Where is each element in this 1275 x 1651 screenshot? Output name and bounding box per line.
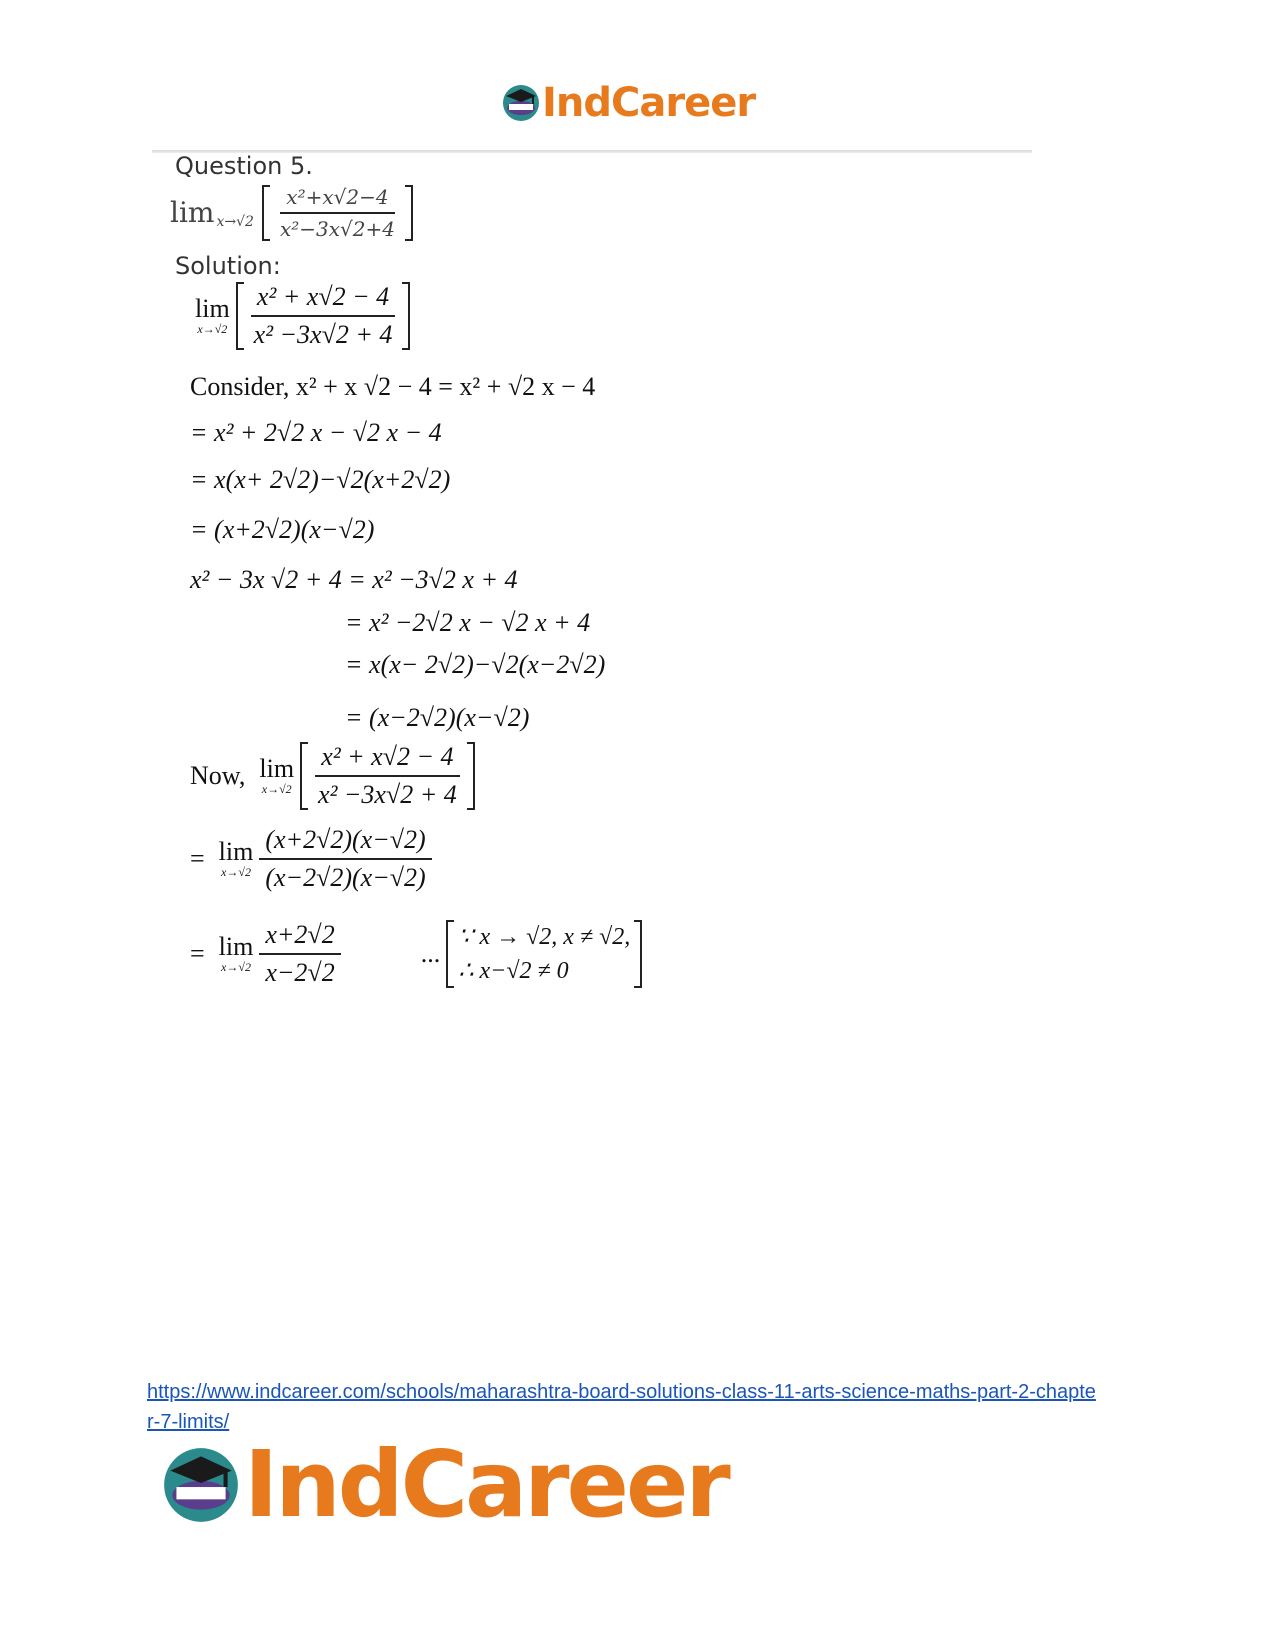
condition-note (421, 920, 643, 988)
denominator: (x−2√2)(x−√2) (265, 863, 426, 892)
limit-operator: lim x→√2 (218, 837, 254, 879)
bracket-group (446, 920, 642, 988)
logo-wordmark: IndCareer (542, 80, 756, 126)
equals-sign: = (190, 939, 205, 968)
graduation-cap-globe-icon (158, 1442, 244, 1528)
header-logo (500, 78, 755, 128)
solution-limit-expression (195, 282, 410, 350)
numerator: x² + x√2 − 4 (251, 282, 395, 317)
step-line: = (x−2√2)(x−√2) (345, 703, 530, 732)
fraction (248, 282, 399, 350)
step-line: = x(x+ 2√2)−√2(x+2√2) (190, 465, 451, 494)
numerator: x² + x√2 − 4 (315, 742, 459, 777)
limit-operator: lim x→√2 (259, 754, 295, 796)
fraction (274, 185, 401, 241)
now-expression (190, 742, 475, 810)
denominator: x² −3x√2 + 4 (318, 780, 457, 809)
bracket-group (236, 282, 411, 350)
logo-wordmark: IndCareer (244, 1431, 728, 1538)
note-line: ∴ x−√2 ≠ 0 (458, 958, 569, 984)
limit-operator: lim (170, 196, 215, 229)
ellipsis: ... (420, 939, 441, 968)
fraction (259, 920, 340, 988)
step-line: = x² + 2√2 x − √2 x − 4 (190, 418, 442, 447)
limit-step-2 (190, 920, 642, 988)
denominator: x−2√2 (265, 958, 335, 987)
denominator: x² −3x√2 + 4 (253, 320, 393, 349)
question-expression (170, 185, 413, 241)
bracket-group (262, 185, 413, 241)
graduation-cap-globe-icon (500, 82, 542, 124)
fraction (312, 742, 463, 810)
fraction (259, 825, 431, 893)
equals-sign: = (190, 844, 205, 873)
step-line: x² − 3x √2 + 4 = x² −3√2 x + 4 (190, 565, 518, 594)
now-label: Now, (190, 761, 246, 790)
question-title: Question 5. (175, 152, 313, 180)
step-line: = x(x− 2√2)−√2(x−2√2) (345, 650, 606, 679)
step-line: Consider, x² + x √2 − 4 = x² + √2 x − 4 (190, 372, 596, 401)
limit-operator: lim x→√2 (218, 932, 254, 974)
numerator: (x+2√2)(x−√2) (259, 825, 431, 860)
source-link[interactable]: https://www.indcareer.com/schools/maharashtra-board-solutions-class-11-arts-science-maths-part-2-chapter-7-limits/ (147, 1381, 1096, 1433)
limit-step-1 (190, 825, 432, 893)
step-line: = x² −2√2 x − √2 x + 4 (345, 608, 591, 637)
footer-logo (158, 1430, 728, 1540)
denominator: x²−3x√2+4 (279, 217, 395, 241)
limit-subscript: x→√2 (216, 214, 254, 230)
numerator: x²+x√2−4 (280, 185, 394, 214)
step-line: = (x+2√2)(x−√2) (190, 515, 375, 544)
solution-title: Solution: (175, 252, 281, 280)
note-line: ∵ x → √2, x ≠ √2, (458, 924, 631, 950)
numerator: x+2√2 (259, 920, 340, 955)
bracket-group (300, 742, 475, 810)
limit-operator: lim x→√2 (195, 294, 230, 336)
